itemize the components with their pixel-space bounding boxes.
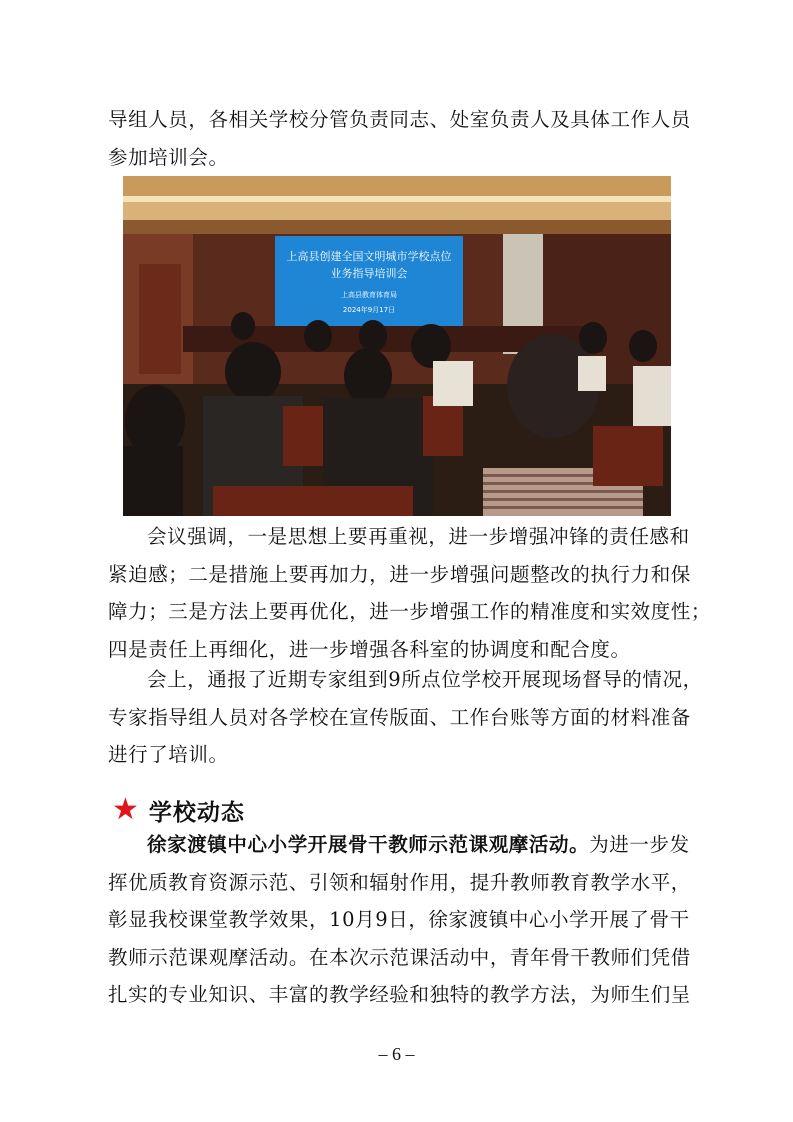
text-line: 参加培训会。: [108, 145, 229, 169]
screen-date: 2024年9月17日: [342, 306, 396, 314]
paragraph-meeting-report: [108, 661, 703, 774]
star-icon: ★: [112, 792, 139, 827]
text-line: 教师示范课观摩活动。在本次示范课活动中，青年骨干教师们凭借: [108, 945, 691, 969]
text-line: 进行了培训。: [108, 743, 229, 766]
text-line: [108, 826, 692, 864]
text-line: 挥优质教育资源示范、引领和辐射作用，提升教师教育教学水平，: [108, 870, 691, 894]
news-lead-text: 为进一步发: [589, 833, 690, 856]
text-line: 障力；三是方法上要再优化，进一步增强工作的精准度和实效度性；: [108, 600, 712, 623]
screen-title-1: 上高县创建全国文明城市学校点位: [286, 250, 452, 263]
screen-title-2: 业务指导培训会: [330, 267, 408, 280]
paragraph-school-news: [108, 826, 692, 1014]
text-line: 专家指导组人员对各学校在宣传版面、工作台账等方面的材料准备: [108, 705, 691, 729]
paragraph-continued: [108, 101, 692, 176]
text-line: 紧迫感；二是措施上要再加力，进一步增强问题整改的执行力和保: [108, 562, 691, 586]
text-line: 会上，通报了近期专家组到9所点位学校开展现场督导的情况，: [147, 668, 703, 691]
section-heading: [112, 790, 245, 830]
text-line: 会议强调，一是思想上要再重视，进一步增强冲锋的责任感和: [147, 525, 690, 548]
news-headline: 徐家渡镇中心小学开展骨干教师示范课观摩活动。: [147, 833, 590, 856]
section-title: 学校动态: [148, 799, 245, 826]
screen-org: 上高县教育体育局: [341, 291, 397, 299]
text-line: 彰显我校课堂教学效果，10月9日，徐家渡镇中心小学开展了骨干: [108, 908, 690, 931]
paragraph-meeting-emphasis: [108, 518, 712, 668]
page-number: – 6 –: [378, 1044, 415, 1064]
text-line: 扎实的专业知识、丰富的教学经验和独特的教学方法，为师生们呈: [108, 983, 691, 1006]
text-line: 导组人员，各相关学校分管负责同志、处室负责人及具体工作人员: [108, 108, 691, 131]
meeting-photo: [123, 176, 671, 516]
text-line: 四是责任上再细化，进一步增强各科室的协调度和配合度。: [108, 637, 631, 661]
